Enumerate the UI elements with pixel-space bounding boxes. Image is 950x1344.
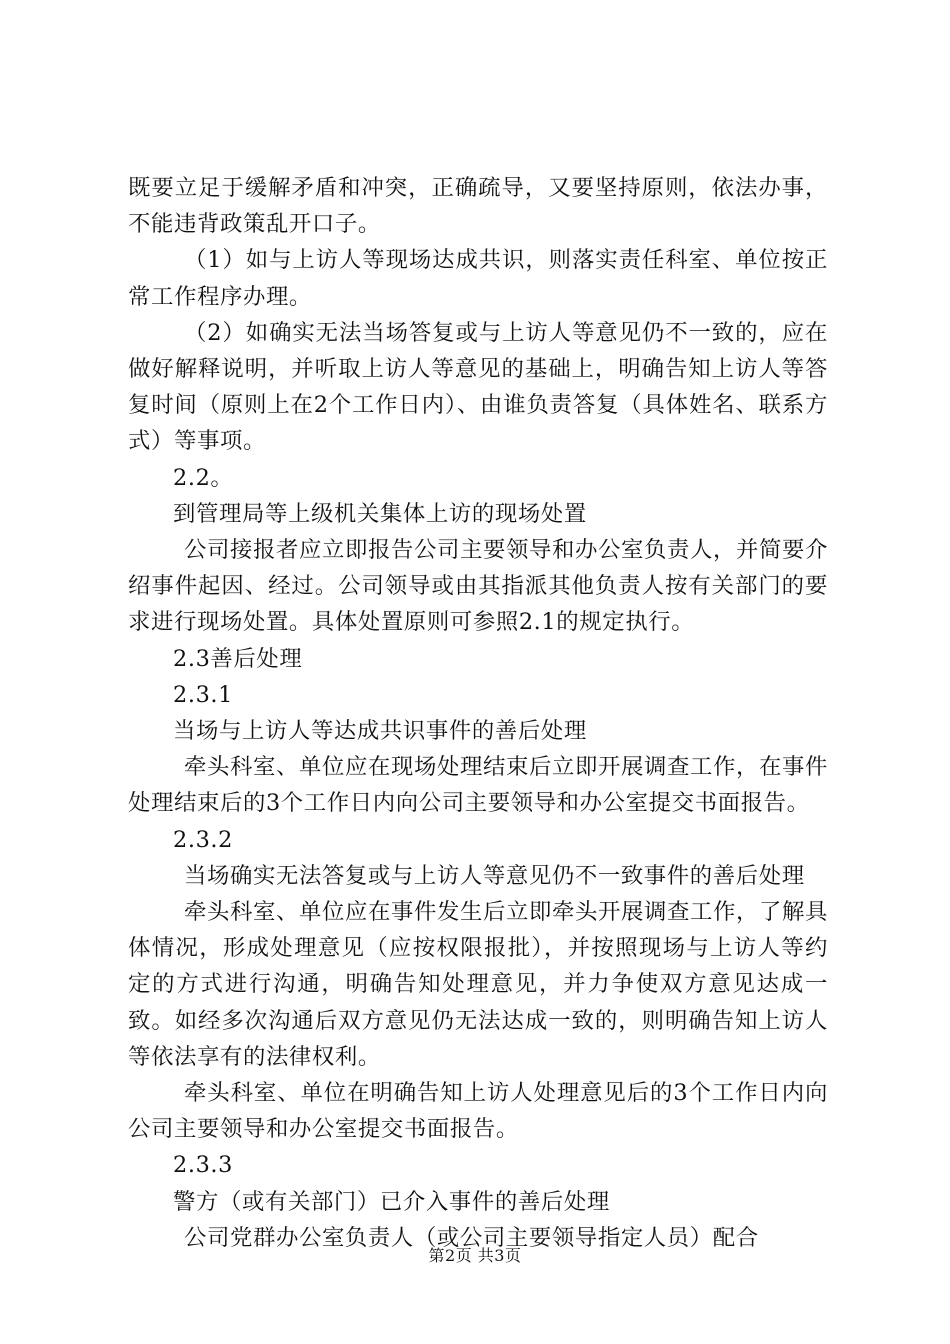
section-number-2-3-1: 2.3.1 xyxy=(173,681,233,708)
document-body xyxy=(128,170,828,1256)
paragraph-item-1: （1）如与上访人等现场达成共识，则落实责任科室、单位按正常工作程序办理。 xyxy=(128,247,828,310)
paragraph-continuation: 既要立足于缓解矛盾和冲突，正确疏导，又要坚持原则，依法办事，不能违背政策乱开口子。 xyxy=(128,175,828,238)
section-heading-2-3-2: 当场确实无法答复或与上访人等意见仍不一致事件的善后处理 xyxy=(184,862,805,889)
paragraph-2-2-body: 公司接报者应立即报告公司主要领导和办公室负责人，并简要介绍事件起因、经过。公司领导或由其指派其他负责人按有关部门的要求进行现场处置。具体处置原则可参照2.1的规定执行。 xyxy=(128,537,828,636)
section-number-2-3-3: 2.3.3 xyxy=(173,1152,233,1179)
section-heading-2-2: 到管理局等上级机关集体上访的现场处置 xyxy=(173,500,587,527)
section-heading-2-3: 2.3善后处理 xyxy=(173,645,303,672)
section-number-2-3-2: 2.3.2 xyxy=(173,826,233,853)
section-heading-2-3-1: 当场与上访人等达成共识事件的善后处理 xyxy=(173,718,587,745)
paragraph-2-3-1-body: 牵头科室、单位应在现场处理结束后立即开展调查工作，在事件处理结束后的3个工作日内向公司主要领导和办公室提交书面报告。 xyxy=(128,754,828,817)
section-number-2-2: 2.2。 xyxy=(173,464,234,491)
section-heading-2-3-3: 警方（或有关部门）已介入事件的善后处理 xyxy=(173,1188,610,1215)
page-number-footer: 第2页 共3页 xyxy=(428,1246,522,1265)
paragraph-2-3-2-body: 牵头科室、单位应在事件发生后立即牵头开展调查工作，了解具体情况，形成处理意见（应按权限报批），并按照现场与上访人等约定的方式进行沟通，明确告知处理意见，并力争使双方意见达成一致。如经多次沟通后双方意见仍无法达成一致的，则明确告知上访人等依法享有的法律权利。 xyxy=(128,899,828,1070)
paragraph-2-3-2-report: 牵头科室、单位在明确告知上访人处理意见后的3个工作日内向公司主要领导和办公室提交书面报告。 xyxy=(128,1080,828,1143)
paragraph-2-3-3-body: 公司党群办公室负责人（或公司主要领导指定人员）配合 xyxy=(184,1224,759,1251)
paragraph-item-2: （2）如确实无法当场答复或与上访人等意见仍不一致的，应在做好解释说明，并听取上访人等意见的基础上，明确告知上访人等答复时间（原则上在2个工作日内）、由谁负责答复（具体姓名、联系方式）等事项。 xyxy=(128,319,828,455)
